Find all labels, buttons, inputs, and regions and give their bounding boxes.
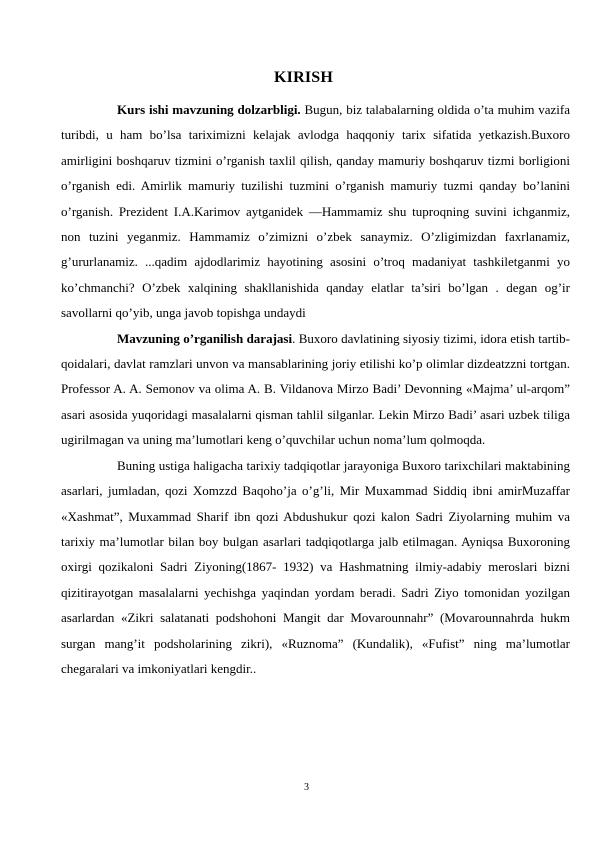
page-number: 3: [304, 782, 309, 793]
paragraph-study-level: [61, 326, 570, 453]
paragraph-text: Buning ustiga haligacha tarixiy tadqiqotlar jarayoniga Buxoro tarixchilari maktabining asarlari, jumladan, qozi Xomzzd Baqoho’ja o’g’li, Mir Muxammad Siddiq ibni amirMuzaffar «Xashmat”, Muxammad Sharif ibn qozi Abdushukur qozi kalon Sadri Ziyolarning muhim va tarixiy ma’lumotlar bilan boy bulgan asarlari tadqiqotlarga jalb etilmagan. Ayniqsa Buxoroning oxirgi qozikaloni Sadri Ziyoning(1867- 1932) va Hashmatning ilmiy-adabiy meroslari bizni qizitirayotgan masalalarni yechishga yaqindan yordam beradi. Sadri Ziyo tomonidan yozilgan asarlardan «Zikri salatanati podshohoni Mangit dar Movarounnahr” (Movarounnahrda hukm surgan mang’it podsholarining zikri), «Ruznoma” (Kundalik), «Fufist” ning ma’lumotlar chegaralari va imkoniyatlari kengdir..: [61, 457, 570, 676]
body-text: [61, 97, 570, 681]
paragraph-sources: [61, 453, 570, 682]
paragraph-lead: Mavzuning o’rganilish darajasi: [117, 330, 293, 346]
paragraph-relevance: [61, 97, 570, 326]
paragraph-text: Bugun, biz talabalarning oldida o’ta muhim vazifa turibdi, u ham bo’lsa tariximizni kelajak avlodga haqqoniy tarix sifatida yetkazish.Buxoro amirligini boshqaruv tizmini o’rganish taxlil qilish, qanday mamuriy boshqaruv tizmi borligioni o’rganish edi. Amirlik mamuriy tuzilishi tuzmini o’rganish mamuriy tuzmi qanday bo’lanini o’rganish. Prezident I.A.Karimov aytganidek ―Hammamiz shu tuproqning suvini ichganmiz, non tuzini yeganmiz. Hammamiz o’zimizni o’zbek sanaymiz. O’zligimizdan faxrlanamiz, g’ururlanamiz. ...qadim ajdodlarimiz hayotining asosini o’troq madaniyat tashkiletganmi yo ko’chmanchi? O’zbek xalqining shakllanishida qanday elatlar ta’siri bo’lgan . degan og’ir savollarni qo’yib, unga javob topishga undaydi: [61, 102, 570, 321]
paragraph-text: . Buxoro davlatining siyosiy tizimi, idora etish tartib- qoidalari, davlat ramzlari unvon va mansablarining joriy etilishi ko’p olimlar dizdeatzzni tortgan. Professor A. A. Semonov va olima A. B. Vildanova Mirzo Badi’ Devonning «Majma’ ul-arqom” asari asosida yuqoridagi masalalarni qisman tahlil silganlar. Lekin Mirzo Badi’ asari uzbek tiliga ugirilmagan va uning ma’lumotlari keng o’quvchilar uchun noma’lum qolmoqda.: [61, 330, 570, 448]
page-title: KIRISH: [274, 69, 333, 86]
paragraph-lead: Kurs ishi mavzuning dolzarbligi.: [117, 102, 301, 117]
